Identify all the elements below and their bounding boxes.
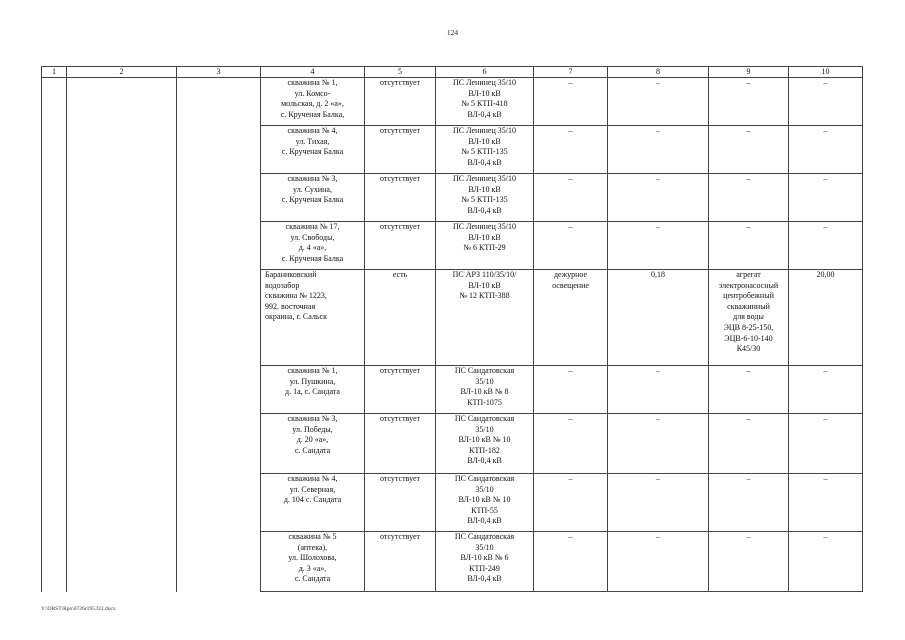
column-header: 7	[534, 67, 608, 78]
status-cell: отсутствует	[365, 414, 436, 474]
power-source-cell: ПС Ленинец 35/10 ВЛ-10 кВ № 5 КТП-135 ВЛ-0,4 кВ	[436, 174, 534, 222]
col10-cell: –	[789, 532, 863, 592]
merged-cell-col1	[42, 78, 67, 592]
power-source-cell: ПС Ленинец 35/10 ВЛ-10 кВ № 6 КТП-29	[436, 222, 534, 270]
col7-cell: –	[534, 78, 608, 126]
merged-cell-col3	[177, 78, 261, 592]
col10-cell: –	[789, 126, 863, 174]
status-cell: отсутствует	[365, 174, 436, 222]
col7-cell: –	[534, 366, 608, 414]
status-cell: отсутствует	[365, 78, 436, 126]
header-row	[42, 67, 863, 78]
column-header: 10	[789, 67, 863, 78]
object-cell: Бараниковский водозабор скважина № 1223, 992, восточная окраина, г. Сальск	[261, 270, 365, 366]
power-source-cell: ПС Ленинец 35/10 ВЛ-10 кВ № 5 КТП-135 ВЛ-0,4 кВ	[436, 126, 534, 174]
col8-cell: 0,18	[608, 270, 709, 366]
col10-cell: –	[789, 414, 863, 474]
col10-cell: –	[789, 174, 863, 222]
col7-cell: –	[534, 222, 608, 270]
status-cell: отсутствует	[365, 126, 436, 174]
power-source-cell: ПС Ленинец 35/10 ВЛ-10 кВ № 5 КТП-418 ВЛ-0,4 кВ	[436, 78, 534, 126]
col9-cell: –	[709, 474, 789, 532]
col8-cell: –	[608, 222, 709, 270]
status-cell: отсутствует	[365, 474, 436, 532]
col9-cell: –	[709, 222, 789, 270]
object-cell: скважина № 1, ул. Комсо- мольская, д. 2 «а», с. Крученая Балка,	[261, 78, 365, 126]
column-header: 4	[261, 67, 365, 78]
col7-cell: –	[534, 126, 608, 174]
col10-cell: –	[789, 78, 863, 126]
footer-file-path: Y:\ORST\Rpo\0726r195.f22.docx	[41, 606, 116, 612]
col7-cell: –	[534, 532, 608, 592]
col7-cell: дежурное освещение	[534, 270, 608, 366]
col10-cell: –	[789, 474, 863, 532]
column-header: 8	[608, 67, 709, 78]
col9-cell: –	[709, 532, 789, 592]
col9-cell: –	[709, 174, 789, 222]
table-row	[42, 78, 863, 126]
power-source-cell: ПС Сандатовская 35/10 ВЛ-10 кВ № 10 КТП-182 ВЛ-0,4 кВ	[436, 414, 534, 474]
col7-cell: –	[534, 414, 608, 474]
column-header: 6	[436, 67, 534, 78]
column-header: 2	[67, 67, 177, 78]
page-number: 124	[446, 28, 459, 37]
col7-cell: –	[534, 174, 608, 222]
col8-cell: –	[608, 366, 709, 414]
object-cell: скважина № 3, ул. Победы, д. 20 «а», с. Сандата	[261, 414, 365, 474]
col7-cell: –	[534, 474, 608, 532]
column-header: 1	[42, 67, 67, 78]
col8-cell: –	[608, 532, 709, 592]
data-table	[41, 66, 863, 592]
status-cell: отсутствует	[365, 222, 436, 270]
col8-cell: –	[608, 78, 709, 126]
column-header: 5	[365, 67, 436, 78]
object-cell: скважина № 3, ул. Сухина, с. Крученая Балка	[261, 174, 365, 222]
col9-cell: –	[709, 78, 789, 126]
col8-cell: –	[608, 414, 709, 474]
col10-cell: –	[789, 222, 863, 270]
col8-cell: –	[608, 126, 709, 174]
column-header: 3	[177, 67, 261, 78]
object-cell: скважина № 5 (аптека), ул. Шолохова, д. 3 «а», с. Сандата	[261, 532, 365, 592]
col8-cell: –	[608, 174, 709, 222]
power-source-cell: ПС АРЗ 110/35/10/ ВЛ-10 кВ № 12 КТП-388	[436, 270, 534, 366]
col8-cell: –	[608, 474, 709, 532]
col10-cell: 20,00	[789, 270, 863, 366]
col9-cell: –	[709, 366, 789, 414]
col9-cell: –	[709, 414, 789, 474]
power-source-cell: ПС Сандатовская 35/10 ВЛ-10 кВ № 6 КТП-249 ВЛ-0,4 кВ	[436, 532, 534, 592]
object-cell: скважина № 17, ул. Свободы, д. 4 «а», с. Крученая Балка	[261, 222, 365, 270]
object-cell: скважина № 4, ул. Северная, д. 104 с. Сандата	[261, 474, 365, 532]
power-source-cell: ПС Сандатовская 35/10 ВЛ-10 кВ № 10 КТП-55 ВЛ-0,4 кВ	[436, 474, 534, 532]
merged-cell-col2	[67, 78, 177, 592]
column-header: 9	[709, 67, 789, 78]
col10-cell: –	[789, 366, 863, 414]
object-cell: скважина № 1, ул. Пушкина, д. 1а, с. Сандата	[261, 366, 365, 414]
power-source-cell: ПС Сандатовская 35/10 ВЛ-10 кВ № 8 КТП-1075	[436, 366, 534, 414]
status-cell: есть	[365, 270, 436, 366]
status-cell: отсутствует	[365, 532, 436, 592]
col9-cell: –	[709, 126, 789, 174]
col9-cell: агрегат электронасосный центробежный скважинный для воды ЭЦВ 8-25-150, ЭЦВ-6-10-140 К45/30	[709, 270, 789, 366]
object-cell: скважина № 4, ул. Тихая, с. Крученая Балка	[261, 126, 365, 174]
status-cell: отсутствует	[365, 366, 436, 414]
